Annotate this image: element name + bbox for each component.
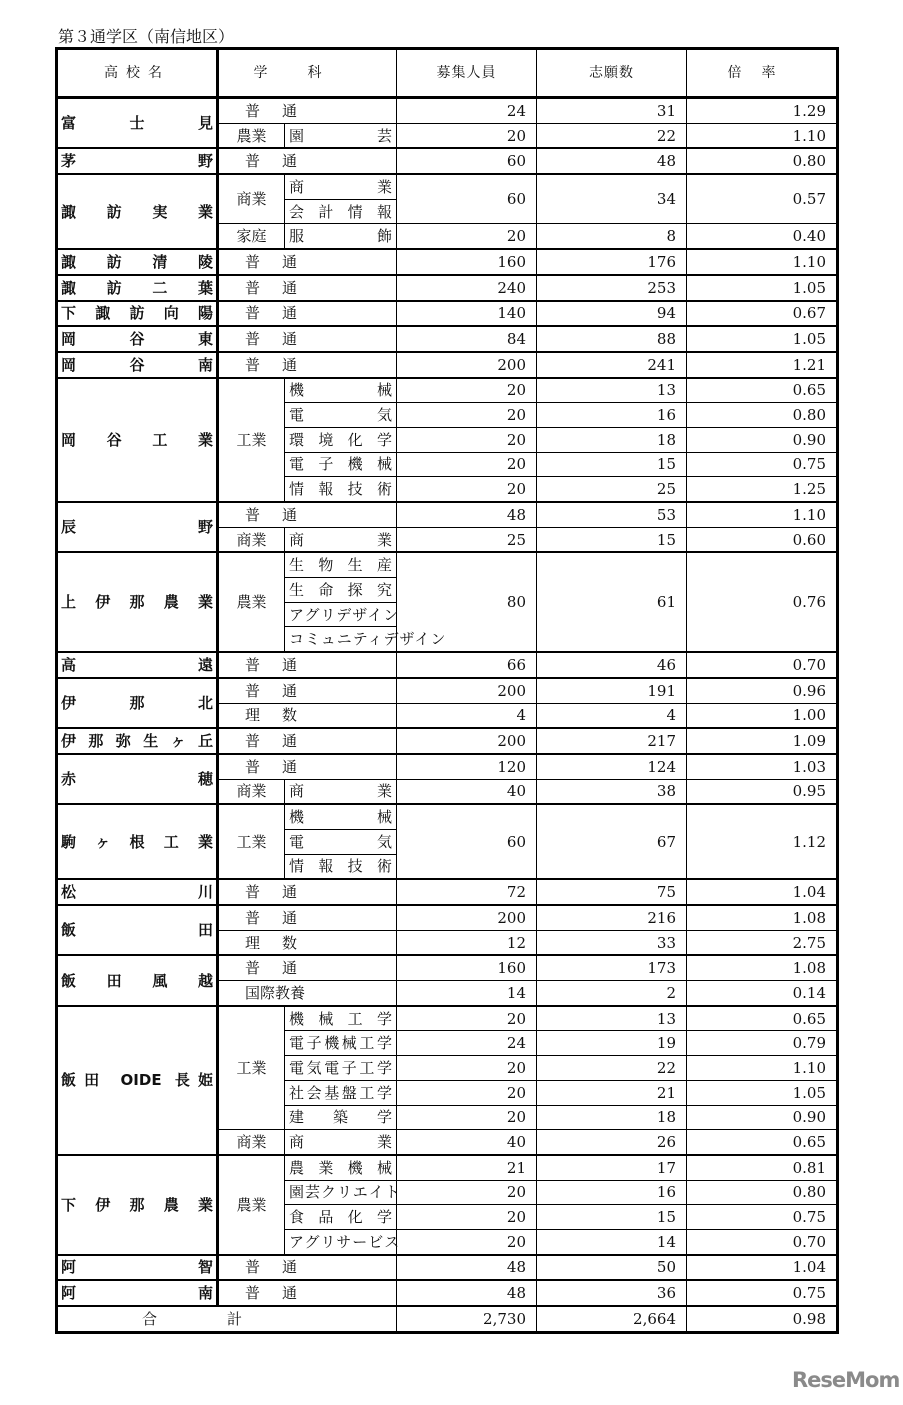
quota-cell: 20	[397, 452, 537, 477]
table-row	[57, 754, 838, 779]
school-name: 高遠	[57, 652, 218, 678]
ratio-cell: 0.81	[687, 1155, 838, 1180]
department-name: 環境化学	[285, 427, 397, 452]
applicants-cell: 15	[537, 452, 687, 477]
department-name: 園芸クリエイト	[285, 1180, 397, 1205]
applicants-cell: 253	[537, 275, 687, 301]
ratio-cell: 1.04	[687, 879, 838, 905]
applicants-cell: 16	[537, 403, 687, 428]
ratio-cell: 0.40	[687, 224, 838, 249]
school-name: 辰野	[57, 502, 218, 552]
quota-cell: 200	[397, 678, 537, 703]
ratio-cell: 1.03	[687, 754, 838, 779]
ratio-cell: 1.08	[687, 955, 838, 980]
page-title: 第３通学区（南信地区）	[58, 27, 235, 46]
department-name: 建築学	[285, 1105, 397, 1130]
course-name: 普通	[218, 98, 397, 124]
ratio-cell: 0.90	[687, 1105, 838, 1130]
applicants-cell: 46	[537, 652, 687, 678]
department-name: 生物生産	[285, 552, 397, 577]
school-name: 阿南	[57, 1280, 218, 1306]
quota-cell: 20	[397, 378, 537, 403]
applicants-cell: 67	[537, 804, 687, 879]
school-name: 飯田	[57, 905, 218, 955]
applicants-cell: 38	[537, 779, 687, 804]
applicants-cell: 217	[537, 728, 687, 754]
department-name: 情報技術	[285, 477, 397, 502]
quota-cell: 160	[397, 955, 537, 980]
ratio-cell: 1.29	[687, 98, 838, 124]
ratio-cell: 0.90	[687, 427, 838, 452]
quota-cell: 20	[397, 1105, 537, 1130]
table-row	[57, 378, 838, 403]
school-name: 富士見	[57, 98, 218, 149]
department-name: 機械	[285, 378, 397, 403]
course-name: 普通	[218, 502, 397, 527]
ratio-cell: 0.60	[687, 527, 838, 552]
total-applicants: 2,664	[537, 1306, 687, 1332]
applicants-cell: 25	[537, 477, 687, 502]
course-group: 商業	[218, 527, 285, 552]
ratio-cell: 1.05	[687, 326, 838, 352]
quota-cell: 14	[397, 981, 537, 1006]
quota-cell: 20	[397, 1229, 537, 1254]
course-name: 普通	[218, 301, 397, 327]
table-row	[57, 326, 838, 352]
course-name: 普通	[218, 148, 397, 174]
header-applicants: 志願数	[537, 49, 687, 98]
school-name: 岡谷工業	[57, 378, 218, 502]
applicants-cell: 50	[537, 1255, 687, 1281]
quota-cell: 60	[397, 148, 537, 174]
table-row	[57, 879, 838, 905]
applicants-cell: 18	[537, 427, 687, 452]
header-row	[57, 49, 838, 98]
table-row	[57, 1280, 838, 1306]
table-row	[57, 1006, 838, 1031]
table-row	[57, 275, 838, 301]
course-name: 普通	[218, 326, 397, 352]
ratio-cell: 0.80	[687, 1180, 838, 1205]
quota-cell: 20	[397, 1080, 537, 1105]
department-name: 食品化学	[285, 1205, 397, 1230]
quota-cell: 48	[397, 1280, 537, 1306]
ratio-cell: 1.05	[687, 1080, 838, 1105]
table-row	[57, 1255, 838, 1281]
quota-cell: 48	[397, 1255, 537, 1281]
quota-cell: 60	[397, 804, 537, 879]
applicants-cell: 17	[537, 1155, 687, 1180]
ratio-cell: 0.67	[687, 301, 838, 327]
ratio-cell: 0.70	[687, 652, 838, 678]
ratio-cell: 1.12	[687, 804, 838, 879]
quota-cell: 160	[397, 249, 537, 275]
applicants-cell: 36	[537, 1280, 687, 1306]
quota-cell: 66	[397, 652, 537, 678]
school-name: 駒ヶ根工業	[57, 804, 218, 879]
department-name: 生命探究	[285, 578, 397, 603]
applicants-cell: 94	[537, 301, 687, 327]
quota-cell: 24	[397, 1031, 537, 1056]
ratio-cell: 0.79	[687, 1031, 838, 1056]
quota-cell: 40	[397, 779, 537, 804]
quota-cell: 20	[397, 1205, 537, 1230]
table-row	[57, 804, 838, 829]
department-name: アグリサービス	[285, 1229, 397, 1254]
applicants-cell: 75	[537, 879, 687, 905]
header-ratio: 倍率	[687, 49, 838, 98]
school-name: 上伊那農業	[57, 552, 218, 652]
quota-cell: 200	[397, 728, 537, 754]
table-row	[57, 955, 838, 980]
department-name: 会計情報	[285, 199, 397, 224]
department-name: 服飾	[285, 224, 397, 249]
ratio-cell: 1.10	[687, 502, 838, 527]
ratio-cell: 1.05	[687, 275, 838, 301]
applicants-cell: 176	[537, 249, 687, 275]
quota-cell: 20	[397, 123, 537, 148]
course-group: 農業	[218, 552, 285, 652]
course-name: 普通	[218, 905, 397, 930]
ratio-cell: 1.10	[687, 123, 838, 148]
course-name: 普通	[218, 652, 397, 678]
course-name: 普通	[218, 955, 397, 980]
course-group: 工業	[218, 1006, 285, 1130]
total-quota: 2,730	[397, 1306, 537, 1332]
department-name: 情報技術	[285, 854, 397, 879]
table-row	[57, 148, 838, 174]
course-name: 理数	[218, 930, 397, 955]
quota-cell: 80	[397, 552, 537, 652]
course-name: 理数	[218, 703, 397, 728]
school-name: 岡谷南	[57, 352, 218, 378]
department-name: 商業	[285, 1130, 397, 1155]
table-row	[57, 98, 838, 124]
header-school: 高校名	[57, 49, 218, 98]
quota-cell: 72	[397, 879, 537, 905]
ratio-cell: 1.10	[687, 1056, 838, 1081]
quota-cell: 200	[397, 352, 537, 378]
ratio-cell: 0.57	[687, 174, 838, 224]
department-name: アグリデザイン	[285, 602, 397, 627]
ratio-cell: 0.75	[687, 452, 838, 477]
table-row	[57, 678, 838, 703]
course-group: 農業	[218, 1155, 285, 1255]
course-name: 国際教養	[218, 981, 397, 1006]
admissions-table	[55, 47, 839, 1334]
school-name: 諏訪実業	[57, 174, 218, 249]
course-name: 普通	[218, 275, 397, 301]
quota-cell: 20	[397, 403, 537, 428]
ratio-cell: 1.04	[687, 1255, 838, 1281]
quota-cell: 20	[397, 1006, 537, 1031]
applicants-cell: 33	[537, 930, 687, 955]
table-row	[57, 174, 838, 199]
course-name: 普通	[218, 249, 397, 275]
table-row	[57, 301, 838, 327]
ratio-cell: 1.09	[687, 728, 838, 754]
applicants-cell: 22	[537, 123, 687, 148]
course-group: 商業	[218, 174, 285, 224]
total-ratio: 0.98	[687, 1306, 838, 1332]
quota-cell: 20	[397, 1180, 537, 1205]
course-name: 普通	[218, 754, 397, 779]
school-name: 松川	[57, 879, 218, 905]
quota-cell: 40	[397, 1130, 537, 1155]
quota-cell: 20	[397, 1056, 537, 1081]
quota-cell: 120	[397, 754, 537, 779]
department-name: 社会基盤工学	[285, 1080, 397, 1105]
department-name: 電気	[285, 403, 397, 428]
quota-cell: 21	[397, 1155, 537, 1180]
ratio-cell: 0.95	[687, 779, 838, 804]
ratio-cell: 0.75	[687, 1280, 838, 1306]
school-name: 阿智	[57, 1255, 218, 1281]
ratio-cell: 1.21	[687, 352, 838, 378]
ratio-cell: 1.08	[687, 905, 838, 930]
total-label: 合計	[57, 1306, 397, 1332]
table-row	[57, 352, 838, 378]
school-name: 伊那弥生ヶ丘	[57, 728, 218, 754]
course-group: 商業	[218, 779, 285, 804]
course-group: 工業	[218, 378, 285, 502]
quota-cell: 20	[397, 427, 537, 452]
applicants-cell: 22	[537, 1056, 687, 1081]
applicants-cell: 18	[537, 1105, 687, 1130]
table-row	[57, 249, 838, 275]
quota-cell: 25	[397, 527, 537, 552]
school-name: 飯田風越	[57, 955, 218, 1005]
ratio-cell: 0.75	[687, 1205, 838, 1230]
course-name: 普通	[218, 678, 397, 703]
quota-cell: 20	[397, 224, 537, 249]
school-name: 茅野	[57, 148, 218, 174]
applicants-cell: 61	[537, 552, 687, 652]
course-group: 商業	[218, 1130, 285, 1155]
table-row	[57, 652, 838, 678]
school-name: 伊那北	[57, 678, 218, 728]
applicants-cell: 8	[537, 224, 687, 249]
course-name: 普通	[218, 352, 397, 378]
applicants-cell: 173	[537, 955, 687, 980]
department-name: 機械	[285, 804, 397, 829]
table-row	[57, 905, 838, 930]
ratio-cell: 0.70	[687, 1229, 838, 1254]
applicants-cell: 191	[537, 678, 687, 703]
department-name: 電子機械工学	[285, 1031, 397, 1056]
ratio-cell: 0.65	[687, 378, 838, 403]
applicants-cell: 15	[537, 527, 687, 552]
school-name: 岡谷東	[57, 326, 218, 352]
quota-cell: 48	[397, 502, 537, 527]
department-name: 商業	[285, 174, 397, 199]
applicants-cell: 14	[537, 1229, 687, 1254]
header-dept: 学科	[218, 49, 397, 98]
applicants-cell: 88	[537, 326, 687, 352]
applicants-cell: 124	[537, 754, 687, 779]
school-name: 下諏訪向陽	[57, 301, 218, 327]
course-name: 普通	[218, 1280, 397, 1306]
applicants-cell: 15	[537, 1205, 687, 1230]
applicants-cell: 241	[537, 352, 687, 378]
quota-cell: 240	[397, 275, 537, 301]
school-name: 諏訪清陵	[57, 249, 218, 275]
applicants-cell: 16	[537, 1180, 687, 1205]
school-name: 諏訪二葉	[57, 275, 218, 301]
ratio-cell: 0.65	[687, 1130, 838, 1155]
table-row	[57, 728, 838, 754]
department-name: 商業	[285, 527, 397, 552]
ratio-cell: 1.10	[687, 249, 838, 275]
school-name: 飯田 OIDE 長姫	[57, 1006, 218, 1155]
applicants-cell: 2	[537, 981, 687, 1006]
ratio-cell: 0.80	[687, 148, 838, 174]
applicants-cell: 19	[537, 1031, 687, 1056]
course-group: 家庭	[218, 224, 285, 249]
applicants-cell: 21	[537, 1080, 687, 1105]
quota-cell: 4	[397, 703, 537, 728]
ratio-cell: 0.80	[687, 403, 838, 428]
course-name: 普通	[218, 879, 397, 905]
school-name: 下伊那農業	[57, 1155, 218, 1255]
department-name: 電気	[285, 829, 397, 854]
applicants-cell: 34	[537, 174, 687, 224]
course-name: 普通	[218, 728, 397, 754]
department-name: コミュニティデザイン	[285, 627, 397, 652]
ratio-cell: 1.25	[687, 477, 838, 502]
department-name: 商業	[285, 779, 397, 804]
ratio-cell: 1.00	[687, 703, 838, 728]
department-name: 機械工学	[285, 1006, 397, 1031]
course-name: 普通	[218, 1255, 397, 1281]
quota-cell: 24	[397, 98, 537, 124]
course-group: 農業	[218, 123, 285, 148]
applicants-cell: 13	[537, 378, 687, 403]
ratio-cell: 0.14	[687, 981, 838, 1006]
ratio-cell: 0.76	[687, 552, 838, 652]
table-row	[57, 1155, 838, 1180]
department-name: 農業機械	[285, 1155, 397, 1180]
resemom-watermark: ReseMom	[792, 1368, 900, 1392]
quota-cell: 140	[397, 301, 537, 327]
header-quota: 募集人員	[397, 49, 537, 98]
quota-cell: 200	[397, 905, 537, 930]
quota-cell: 12	[397, 930, 537, 955]
applicants-cell: 26	[537, 1130, 687, 1155]
ratio-cell: 0.65	[687, 1006, 838, 1031]
quota-cell: 84	[397, 326, 537, 352]
table-row	[57, 552, 838, 577]
ratio-cell: 0.96	[687, 678, 838, 703]
applicants-cell: 48	[537, 148, 687, 174]
applicants-cell: 13	[537, 1006, 687, 1031]
applicants-cell: 4	[537, 703, 687, 728]
school-name: 赤穂	[57, 754, 218, 804]
department-name: 電気電子工学	[285, 1056, 397, 1081]
course-group: 工業	[218, 804, 285, 879]
applicants-cell: 31	[537, 98, 687, 124]
quota-cell: 20	[397, 477, 537, 502]
applicants-cell: 216	[537, 905, 687, 930]
applicants-cell: 53	[537, 502, 687, 527]
table-row	[57, 502, 838, 527]
quota-cell: 60	[397, 174, 537, 224]
total-row	[57, 1306, 838, 1332]
department-name: 電子機械	[285, 452, 397, 477]
department-name: 園芸	[285, 123, 397, 148]
ratio-cell: 2.75	[687, 930, 838, 955]
